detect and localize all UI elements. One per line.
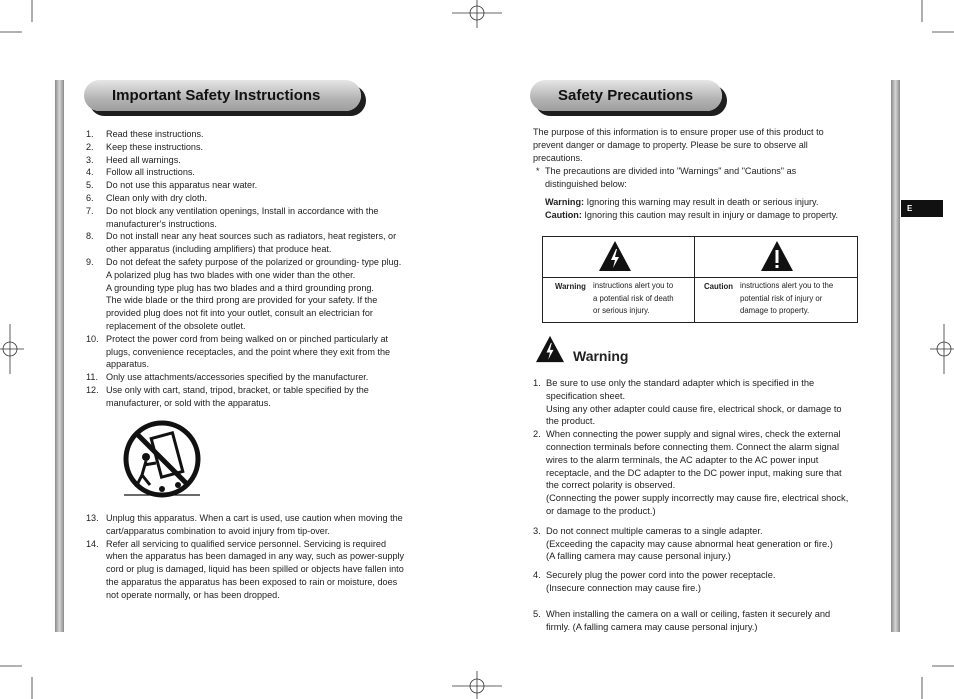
list-item: 5. When installing the camera on a wall or ceiling, fasten it securely and firmly. (A falling camera may cause personal injury.): [533, 608, 831, 632]
list-item: 3. Heed all warnings.: [86, 154, 181, 165]
warning-lightning-icon: [535, 335, 565, 363]
list-item: 5. Do not use this apparatus near water.: [86, 180, 258, 191]
table-caution-text: instructions alert you to the potential risk of injury or damage to property.: [740, 281, 834, 316]
table-warning-text: instructions alert you to a potential risk of death or serious injury.: [593, 281, 674, 316]
list-item: 13. Unplug this apparatus. When a cart is used, use caution when moving the cart/apparatus combination to avoid injury from tip-over.: [86, 513, 403, 536]
lightning-triangle-icon: [598, 240, 632, 272]
list-item: 10. Protect the power cord from being walked on or pinched particularly at plugs, convenience receptacles, and the point where they exit from the apparatus.: [86, 333, 391, 370]
right-side-bar: [891, 80, 900, 632]
list-item: 2. When connecting the power supply and signal wires, check the external connection terminals before connecting them. Connect the alarm signal wires to the alarm terminals, the AC adapter to the AC power input receptacle, and the DC adapter to the DC power input, making sure that the correct polarity is observed. (Connecting the power supply incorrectly may cause fire, electrical shock, or damage to the product.): [533, 429, 849, 516]
warning-caution-table: [542, 236, 858, 323]
list-item: 12. Use only with cart, stand, tripod, bracket, or table specified by the manufacturer, or sold with the apparatus.: [86, 384, 369, 408]
list-item: 4. Follow all instructions.: [86, 167, 195, 178]
right-page-title: Safety Precautions: [530, 80, 722, 111]
safety-instructions-list-b: [86, 512, 436, 602]
left-side-bar: [55, 80, 64, 632]
exclamation-triangle-icon: [760, 240, 794, 272]
list-item: 2. Keep these instructions.: [86, 141, 204, 152]
list-item: 11. Only use attachments/accessories specified by the manufacturer.: [86, 372, 369, 383]
warning-definition: Warning: Ignoring this warning may result in death or serious injury.: [545, 197, 819, 207]
list-item: 7. Do not block any ventilation openings, Install in accordance with the manufacturer's instructions.: [86, 205, 379, 229]
language-tab: [901, 200, 943, 217]
list-item: 6. Clean only with dry cloth.: [86, 192, 208, 203]
cart-tip-over-warning-icon: [122, 419, 202, 499]
list-item: 1. Read these instructions.: [86, 129, 204, 139]
note-text: The precautions are divided into "Warnings" and "Cautions" as distinguished below:: [545, 166, 797, 189]
list-item: 8. Do not install near any heat sources such as radiators, heat registers, or other apparatus (including amplifiers) that produce heat.: [86, 231, 397, 255]
intro-paragraph: The purpose of this information is to ensure proper use of this product to prevent danger or damage to property. Please be sure to observe all precautions.: [533, 127, 824, 163]
list-item: 14. Refer all servicing to qualified service personnel. Servicing is required when the apparatus has been damaged in any way, such as power-supply cord or plug is damaged, liquid has been spilled or objects have fallen into the apparatus the apparatus has been exposed to rain or moisture, does not operate normally, or has been dropped.: [86, 538, 405, 600]
list-item: 9. Do not defeat the safety purpose of the polarized or grounding- type plug. A polarized plug has two blades with one wider than the other. A grounding type plug has two blades and a third grounding prong. The wide blade or the third prong are provided for your safety. If the provided plug does not fit into your outlet, consult an electrician for replacement of the obsolete outlet.: [86, 256, 402, 331]
list-item: 1. Be sure to use only the standard adapter which is specified in the specification sheet. Using any other adapter could cause fire, electrical shock, or damage to the product.: [533, 378, 842, 427]
table-caution-label: Caution: [704, 282, 734, 291]
safety-instructions-list-a: [86, 128, 436, 410]
warning-heading: Warning: [573, 348, 629, 364]
list-item: 3. Do not connect multiple cameras to a single adapter. (Exceeding the capacity may cause abnormal heat generation or fire.) (A falling camera may cause personal injury.): [533, 525, 833, 562]
table-warning-label: Warning: [555, 282, 586, 291]
warnings-list: [533, 377, 873, 633]
caution-definition: Caution: Ignoring this caution may result in injury or damage to property.: [545, 210, 838, 220]
note-mark: *: [536, 166, 540, 176]
left-page-title: Important Safety Instructions: [84, 80, 361, 111]
list-item: 4. Securely plug the power cord into the power receptacle. (Insecure connection may cause fire.): [533, 570, 776, 593]
language-tab-label: E: [907, 204, 913, 213]
